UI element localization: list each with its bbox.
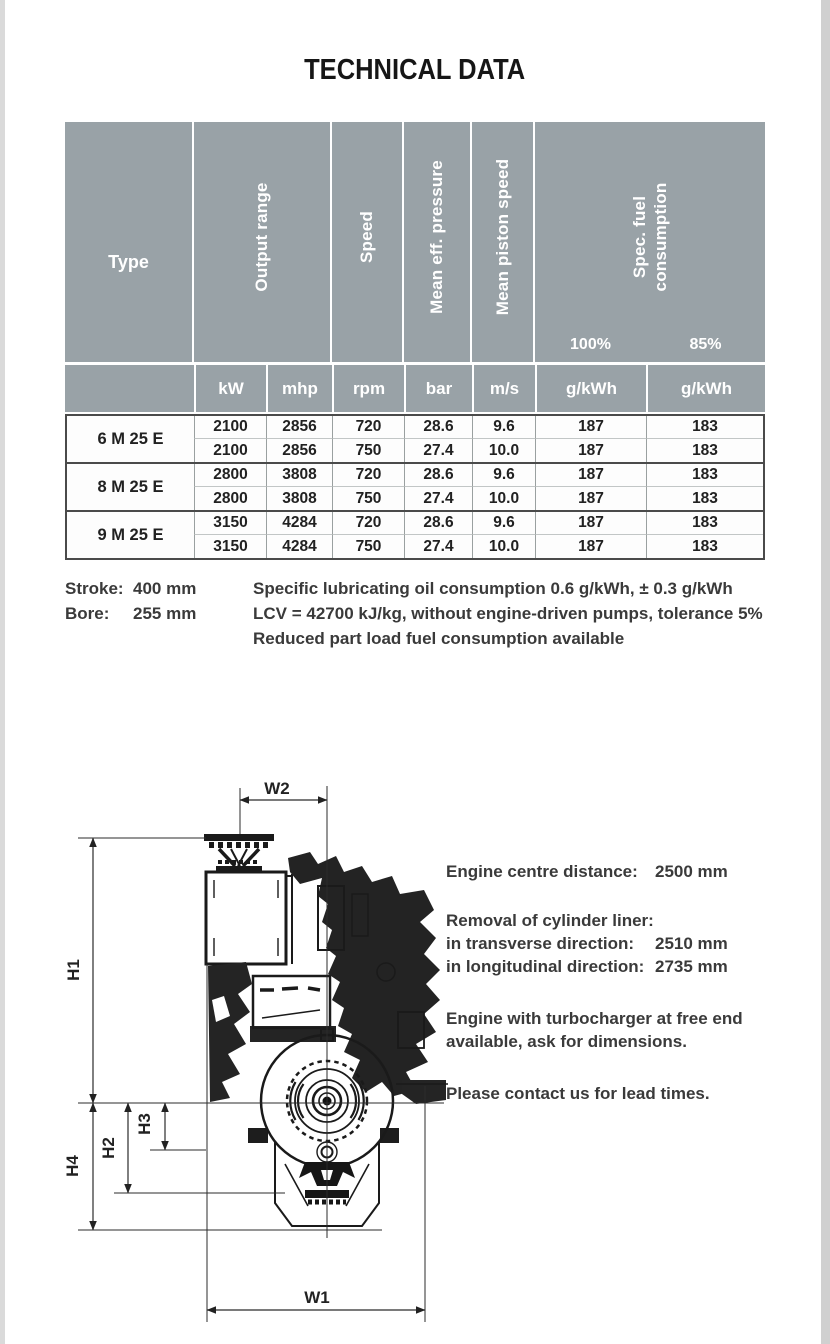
table-cell: 27.4 — [404, 439, 472, 462]
longitudinal-value: 2735 mm — [655, 957, 728, 976]
unit-bar: bar — [404, 365, 472, 412]
table-cell: 3808 — [266, 464, 332, 487]
table-cell: 2800 — [194, 487, 266, 510]
table-cell: 183 — [646, 416, 763, 439]
header-output-range-label: Output range — [252, 182, 271, 292]
longitudinal-row — [446, 955, 791, 978]
transverse-row — [446, 932, 791, 955]
table-cell: 750 — [332, 487, 404, 510]
centre-distance-label: Engine centre distance: — [446, 862, 638, 881]
spec-fuel-line1: Spec. fuel — [630, 195, 649, 279]
table-cell: 9.6 — [472, 464, 535, 487]
table-cell: 28.6 — [404, 512, 472, 535]
table-cell: 187 — [535, 439, 646, 462]
table-cell: 2100 — [194, 439, 266, 462]
engine-type-cell: 8 M 25 E — [97, 477, 164, 496]
table-cell: 9.6 — [472, 512, 535, 535]
unit-kw: kW — [194, 365, 266, 412]
unit-gkwh-85: g/kWh — [646, 365, 765, 412]
dim-label-w1: W1 — [304, 1288, 330, 1307]
header-cell-speed — [332, 122, 404, 362]
table-cell: 720 — [332, 464, 404, 487]
engine-type-cell: 6 M 25 E — [97, 429, 164, 448]
turbo-note-line2: available, ask for dimensions. — [446, 1032, 687, 1051]
header-speed-label: Speed — [357, 210, 376, 264]
spec-fuel-line2: consumption — [651, 182, 670, 292]
dim-label-h2: H2 — [99, 1137, 118, 1159]
table-cell: 2856 — [266, 416, 332, 439]
table-cell: 187 — [535, 535, 646, 558]
bore-label: Bore: — [65, 604, 110, 623]
header-cell-mean-piston-speed — [472, 122, 535, 362]
unit-ms: m/s — [472, 365, 535, 412]
transverse-label: in transverse direction: — [446, 934, 635, 953]
table-cell: 2800 — [194, 464, 266, 487]
table-cell: 28.6 — [404, 416, 472, 439]
table-cell: 9.6 — [472, 416, 535, 439]
table-cell: 3150 — [194, 512, 266, 535]
table-cell: 187 — [535, 464, 646, 487]
page-edge-left — [0, 0, 5, 1344]
header-load-85: 85% — [689, 336, 722, 353]
transverse-value: 2510 mm — [655, 934, 728, 953]
header-cell-output-range — [194, 122, 332, 362]
table-cell: 10.0 — [472, 487, 535, 510]
table-row-group-6m25e — [67, 416, 763, 462]
centre-distance-value: 2500 mm — [655, 862, 728, 881]
table-cell: 183 — [646, 439, 763, 462]
centre-distance-row — [446, 860, 791, 883]
note-line: Specific lubricating oil consumption 0.6 g/kWh, ± 0.3 g/kWh — [253, 579, 733, 598]
header-spec-fuel-label — [629, 183, 671, 292]
contact-note: Please contact us for lead times. — [446, 1084, 710, 1103]
header-type-label: Type — [108, 252, 149, 272]
header-cell-mean-eff-pressure — [404, 122, 472, 362]
table-row-group-8m25e — [67, 462, 763, 510]
stroke-label: Stroke: — [65, 579, 124, 598]
table-cell: 27.4 — [404, 487, 472, 510]
table-cell: 10.0 — [472, 439, 535, 462]
table-cell: 187 — [535, 416, 646, 439]
header-mean-piston-speed-label: Mean piston speed — [492, 158, 512, 316]
table-body — [65, 414, 765, 560]
longitudinal-label: in longitudinal direction: — [446, 957, 645, 976]
bore-value: 255 mm — [133, 604, 197, 623]
table-cell: 2100 — [194, 416, 266, 439]
table-cell: 183 — [646, 512, 763, 535]
table-cell: 3808 — [266, 487, 332, 510]
table-cell: 183 — [646, 487, 763, 510]
unit-cell-empty — [65, 365, 194, 412]
table-cell: 750 — [332, 535, 404, 558]
header-mean-eff-pressure-label: Mean eff. pressure — [427, 160, 446, 314]
consumption-notes — [253, 576, 763, 651]
turbo-note-line1: Engine with turbocharger at free end — [446, 1009, 743, 1028]
header-cell-spec-fuel — [535, 122, 765, 362]
liner-title: Removal of cylinder liner: — [446, 911, 654, 930]
table-cell: 720 — [332, 416, 404, 439]
page-edge-right — [821, 0, 830, 1344]
dim-label-h1: H1 — [64, 959, 83, 981]
table-cell: 3150 — [194, 535, 266, 558]
table-cell: 187 — [535, 487, 646, 510]
table-cell: 10.0 — [472, 535, 535, 558]
spacer — [446, 883, 791, 909]
note-line: Reduced part load fuel consumption available — [253, 629, 625, 648]
spacer — [446, 978, 791, 1007]
table-cell: 720 — [332, 512, 404, 535]
bore-row — [65, 601, 196, 626]
table-cell: 183 — [646, 464, 763, 487]
header-load-100: 100% — [570, 336, 611, 353]
spacer — [446, 1053, 791, 1082]
header-cell-type — [65, 122, 194, 362]
stroke-row — [65, 576, 196, 601]
technical-data-table — [65, 122, 765, 560]
table-cell: 27.4 — [404, 535, 472, 558]
engine-dimension-drawing — [55, 752, 455, 1332]
stroke-bore-block — [65, 576, 196, 626]
table-cell: 183 — [646, 535, 763, 558]
page-title: TECHNICAL DATA — [304, 54, 526, 86]
unit-mhp: mhp — [266, 365, 332, 412]
dim-label-h4: H4 — [63, 1155, 82, 1177]
table-cell: 750 — [332, 439, 404, 462]
dim-label-h3: H3 — [135, 1113, 154, 1135]
engine-type-cell: 9 M 25 E — [97, 525, 164, 544]
table-cell: 187 — [535, 512, 646, 535]
table-cell: 2856 — [266, 439, 332, 462]
table-row-group-9m25e — [67, 510, 763, 558]
dim-label-w2: W2 — [264, 779, 290, 798]
table-cell: 4284 — [266, 535, 332, 558]
dimension-info-block — [446, 860, 791, 1105]
unit-gkwh-100: g/kWh — [535, 365, 646, 412]
table-cell: 4284 — [266, 512, 332, 535]
table-header — [65, 122, 765, 362]
table-units-row — [65, 365, 765, 412]
table-cell: 28.6 — [404, 464, 472, 487]
stroke-value: 400 mm — [133, 579, 197, 598]
unit-rpm: rpm — [332, 365, 404, 412]
note-line: LCV = 42700 kJ/kg, without engine-driven pumps, tolerance 5% — [253, 604, 763, 623]
